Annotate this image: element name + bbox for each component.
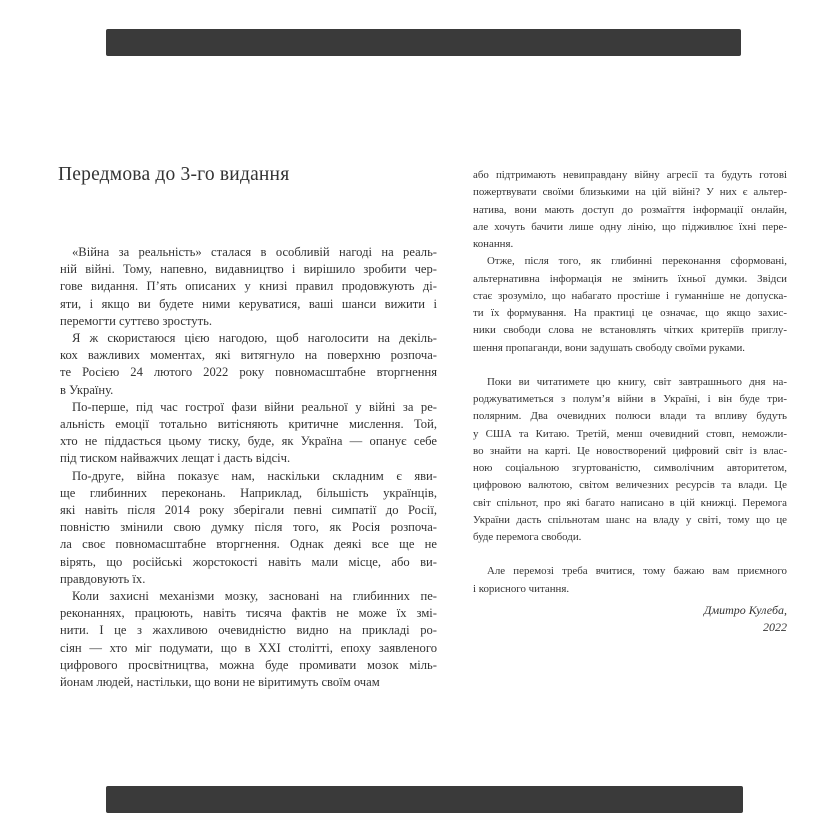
column-body: [473, 167, 787, 598]
paragraph: [473, 167, 787, 253]
text-line: України дасть спільнотам шанс на владу у світі, тому що це: [473, 513, 787, 526]
text-column-right: [473, 167, 787, 637]
text-line: вірять, що російські жорстокості навіть мали місце, або ви-: [60, 554, 437, 569]
signature-year: 2022: [763, 620, 787, 635]
paragraph: [60, 588, 437, 691]
text-line: Отже, після того, як глибинні переконання сформовані,: [487, 255, 787, 268]
text-line: буде перемога свободи.: [473, 531, 582, 543]
text-line: або підтримають невиправдану війну агресії та будуть готові: [473, 169, 787, 181]
text-line: во знайти на карті. Це новостворений цифровий світ із влас-: [473, 444, 787, 457]
text-line: шення пропаганди, вони задушать свободу своїми руками.: [473, 341, 746, 354]
paragraph: [473, 374, 787, 547]
text-line: і корисного читання.: [473, 582, 570, 595]
text-line: яти, і якщо ви будете ними керуватися, ваші шанси вижити і: [60, 296, 437, 311]
text-line: повністю змінили свою думку після того, як Росія розпоча-: [60, 520, 437, 535]
text-line: По-друге, війна показує нам, наскільки складним є яви-: [72, 468, 437, 483]
text-line: стає зрозуміло, що набагато простіше і гуманніше не допуска-: [473, 289, 787, 302]
text-line: «Війна за реальність» сталася в особливій нагоді на реаль-: [72, 245, 437, 259]
text-line: Я ж скористаюся цією нагодою, щоб наголосити на декіль-: [72, 331, 437, 346]
paragraph: [60, 244, 437, 330]
text-line: правдовують їх.: [60, 571, 146, 586]
text-line: альність емоції тотально витісняють критичне мислення. Той,: [60, 417, 437, 432]
text-line: під тиском найважчих лещат і дасть відсіч.: [60, 451, 291, 466]
text-line: гове видання. П’ять описаних у книзі правил продовжують ді-: [60, 279, 437, 294]
text-line: ти їх формування. На практиці це означає, що якщо захис-: [473, 307, 787, 319]
text-line: натива, вони мають доступ до розмаїття інформації онлайн,: [473, 203, 787, 216]
text-line: Коли захисні механізми мозку, засновані на глибинних пе-: [72, 589, 437, 604]
text-line: пожертвувати своїми близькими на цій війні? У них є альтер-: [473, 186, 787, 199]
text-line: цифровою валютою, світом величезних ресурсів та влади. Це: [473, 479, 787, 492]
book-edge-bottom: [106, 786, 743, 813]
book-edge-top: [106, 29, 741, 56]
text-line: у США та Китаю. Третій, менш очевидний стовп, неможли-: [473, 427, 787, 440]
text-line: реконаннях, працюють, навіть тисяча фактів не може їх змі-: [60, 606, 437, 621]
text-line: По-перше, під час гострої фази війни реальної у війні за ре-: [72, 399, 437, 414]
text-column-left: [60, 244, 437, 691]
text-line: Але перемозі треба вчитися, тому бажаю вам приємного: [487, 565, 787, 578]
text-line: ла своє повномасштабне вторгнення. Однак деякі все ще не: [60, 537, 437, 552]
paragraph: [473, 253, 787, 357]
text-line: йонам людей, настільки, що вони не віритимуть своїм очам: [60, 675, 380, 690]
text-line: перемогти суттєво зростуть.: [60, 313, 212, 328]
text-line: те Росією 24 лютого 2022 року повномасштабне вторгнення: [60, 365, 437, 380]
text-line: хто не піддасться цьому тиску, буде, як Україна — опанує себе: [60, 434, 437, 449]
signature-name: Дмитро Кулеба,: [703, 602, 787, 617]
text-line: конання.: [473, 238, 514, 250]
text-line: альтернативна інформація не змінить їхньої думки. Звідси: [473, 272, 787, 285]
text-line: сіян — хто міг подумати, що в XXI столітті, епоху заявленого: [60, 640, 437, 655]
text-line: Поки ви читатимете цю книгу, світ завтрашнього дня на-: [487, 375, 787, 388]
column-body: [60, 244, 437, 691]
text-line: кох важливих моментах, які витягнуло на поверхню розпоча-: [60, 348, 437, 363]
text-line: світ спільнот, про які багато написано в цій книжці. Перемога: [473, 496, 787, 509]
text-line: в Україну.: [60, 382, 114, 397]
text-line: але хочуть бачити лише одну лінію, що підживлює їхні пере-: [473, 220, 787, 233]
signature-block: [473, 602, 787, 637]
text-line: ній війні. Тому, напевно, видавництво і вирішило зробити чер-: [60, 262, 437, 277]
text-line: ники свободи слова не встановлять чітких критеріїв приглу-: [473, 324, 787, 337]
text-line: роджуватиметься з полум’я війни в Україні, і він буде три-: [473, 393, 787, 405]
text-line: полярним. Два очевидних полюси влади та впливу будуть: [473, 410, 787, 423]
text-line: цифрового просвітництва, можна буде промивати мозок міль-: [60, 657, 437, 672]
paragraph: [60, 468, 437, 588]
paragraph: [473, 563, 787, 598]
text-line: ною соціальною згуртованістю, символічним авторитетом,: [473, 462, 787, 474]
text-line: нити. І це з жахливою очевидністю видно на прикладі ро-: [60, 623, 437, 638]
paragraph: [60, 330, 437, 399]
paragraph: [60, 399, 437, 468]
page-title: Передмова до 3-го видання: [58, 164, 290, 185]
text-line: ще глибинних переконань. Наприклад, більшість українців,: [60, 485, 437, 500]
text-line: які навіть після 2014 року зберігали певні симпатії до Росії,: [60, 503, 437, 518]
